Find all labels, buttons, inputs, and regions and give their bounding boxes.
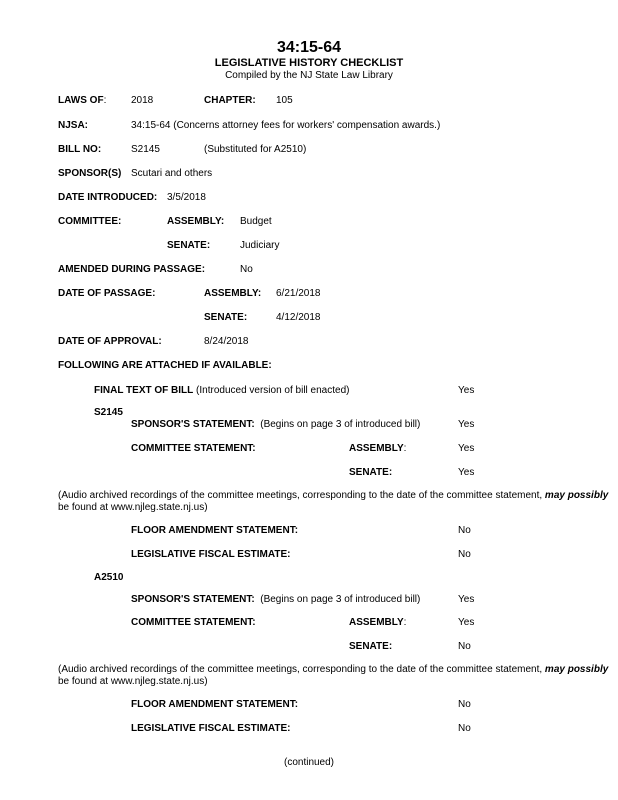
s2145-assembly-label: ASSEMBLY (349, 443, 404, 454)
final-text-value: Yes (458, 385, 475, 396)
s2145-floor-value: No (458, 525, 471, 536)
s2145-audio-note-1: (Audio archived recordings of the committee meetings, corresponding to the date of the committee statement, (58, 490, 543, 501)
passage-assembly-label: ASSEMBLY: (204, 288, 262, 299)
s2145-floor-label: FLOOR AMENDMENT STATEMENT: (131, 525, 299, 536)
page-subtitle: LEGISLATIVE HISTORY CHECKLIST (214, 57, 404, 69)
final-text-label: FINAL TEXT OF BILL (94, 385, 194, 396)
a2510-assembly-label: ASSEMBLY (349, 617, 404, 628)
a2510-assembly-value: Yes (458, 617, 475, 628)
s2145-audio-note (58, 490, 608, 502)
s2145-sponsor-stmt-value: Yes (458, 419, 475, 430)
committee-label: COMMITTEE: (58, 216, 122, 227)
s2145-committee-stmt-label: COMMITTEE STATEMENT: (131, 443, 256, 454)
a2510-senate-label: SENATE: (349, 641, 393, 652)
passage-label: DATE OF PASSAGE: (58, 288, 156, 299)
a2510-fiscal-value: No (458, 723, 471, 734)
s2145-audio-note-emph: may possibly (544, 490, 609, 501)
sponsor-value: Scutari and others (131, 168, 213, 179)
a2510-floor-value: No (458, 699, 471, 710)
s2145-assembly-colon: : (403, 443, 407, 454)
a2510-sponsor-stmt-label: SPONSOR'S STATEMENT: (131, 594, 255, 605)
compiled-by: Compiled by the NJ State Law Library (225, 70, 393, 81)
committee-senate-value: Judiciary (240, 240, 280, 251)
s2145-sponsor-stmt-note: (Begins on page 3 of introduced bill) (260, 419, 421, 430)
passage-senate-label: SENATE: (204, 312, 248, 323)
a2510-audio-note-2: be found at www.njleg.state.nj.us) (58, 676, 208, 687)
s2145-sponsor-stmt-label: SPONSOR'S STATEMENT: (131, 419, 255, 430)
a2510-fiscal-label: LEGISLATIVE FISCAL ESTIMATE: (131, 723, 291, 734)
amended-label: AMENDED DURING PASSAGE: (58, 264, 206, 275)
chapter-label: CHAPTER: (204, 95, 256, 106)
bill-no-note: (Substituted for A2510) (204, 144, 307, 155)
amended-value: No (240, 264, 253, 275)
laws-of-colon: : (103, 95, 107, 106)
njsa-label: NJSA: (58, 120, 89, 131)
s2145-senate-label: SENATE: (349, 467, 393, 478)
a2510-audio-note (58, 664, 608, 676)
committee-assembly-label: ASSEMBLY: (167, 216, 225, 227)
a2510-committee-stmt-label: COMMITTEE STATEMENT: (131, 617, 256, 628)
a2510-audio-note-1: (Audio archived recordings of the committee meetings, corresponding to the date of the committee statement, (58, 664, 543, 675)
committee-senate-label: SENATE: (167, 240, 211, 251)
sponsor-label: SPONSOR(S) (58, 168, 122, 179)
s2145-sponsor-stmt-row (131, 419, 420, 431)
bill-no-value: S2145 (131, 144, 160, 155)
committee-assembly-value: Budget (240, 216, 272, 227)
attached-heading: FOLLOWING ARE ATTACHED IF AVAILABLE: (58, 360, 272, 371)
passage-senate-value: 4/12/2018 (276, 312, 321, 323)
s2145-assembly-group (349, 443, 406, 455)
approval-value: 8/24/2018 (204, 336, 249, 347)
a2510-label: A2510 (94, 572, 124, 583)
chapter-value: 105 (276, 95, 293, 106)
a2510-assembly-colon: : (403, 617, 407, 628)
approval-label: DATE OF APPROVAL: (58, 336, 162, 347)
a2510-senate-value: No (458, 641, 471, 652)
passage-assembly-value: 6/21/2018 (276, 288, 321, 299)
final-text-note: (Introduced version of bill enacted) (196, 385, 350, 396)
a2510-floor-label: FLOOR AMENDMENT STATEMENT: (131, 699, 299, 710)
a2510-sponsor-stmt-value: Yes (458, 594, 475, 605)
a2510-audio-note-emph: may possibly (544, 664, 609, 675)
page-title: 34:15-64 (276, 39, 342, 56)
s2145-audio-note-2: be found at www.njleg.state.nj.us) (58, 502, 208, 513)
a2510-assembly-group (349, 617, 406, 629)
s2145-senate-value: Yes (458, 467, 475, 478)
a2510-sponsor-stmt-row (131, 594, 420, 606)
s2145-fiscal-label: LEGISLATIVE FISCAL ESTIMATE: (131, 549, 291, 560)
date-introduced-value: 3/5/2018 (167, 192, 206, 203)
laws-of-label-group (58, 95, 106, 107)
a2510-sponsor-stmt-note: (Begins on page 3 of introduced bill) (260, 594, 421, 605)
s2145-label: S2145 (94, 407, 123, 418)
continued-note: (continued) (283, 757, 335, 768)
bill-no-label: BILL NO: (58, 144, 102, 155)
s2145-assembly-value: Yes (458, 443, 475, 454)
final-text-row (94, 385, 349, 397)
s2145-fiscal-value: No (458, 549, 471, 560)
laws-of-value: 2018 (131, 95, 154, 106)
njsa-value: 34:15-64 (Concerns attorney fees for workers' compensation awards.) (131, 120, 441, 131)
laws-of-label: LAWS OF (58, 95, 104, 106)
date-introduced-label: DATE INTRODUCED: (58, 192, 158, 203)
